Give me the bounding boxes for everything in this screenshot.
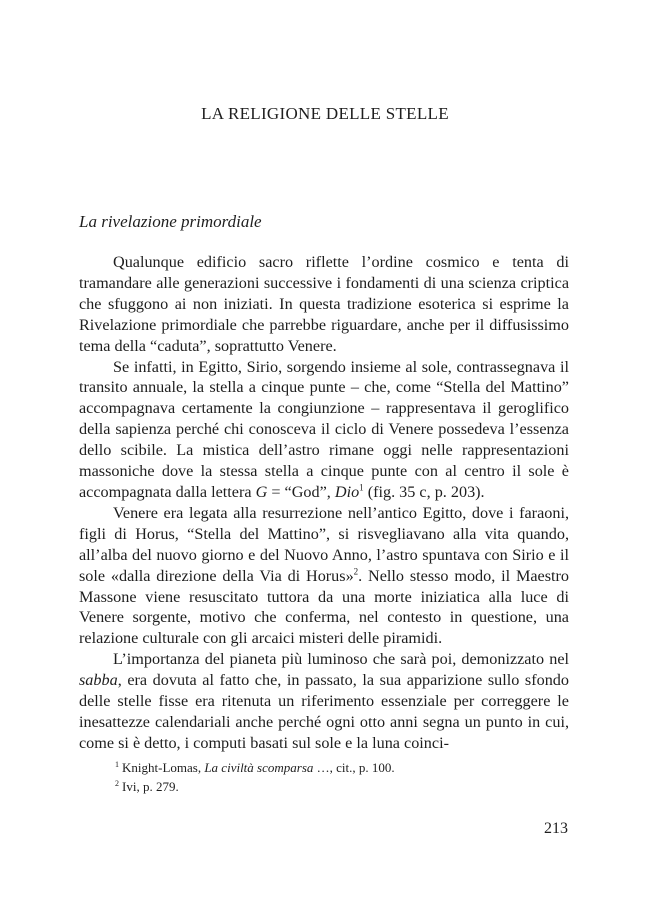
word-dio: Dio xyxy=(334,482,360,501)
footnote-1-number: 1 xyxy=(115,759,119,769)
footnote-1-title: La civiltà scomparsa xyxy=(204,760,314,775)
footnotes xyxy=(115,758,535,796)
chapter-title: LA RELIGIONE DELLE STELLE xyxy=(201,104,449,123)
footnote-1-author: Knight-Lomas, xyxy=(122,760,205,775)
body-text xyxy=(79,252,569,754)
word-sabba: sabba xyxy=(79,671,118,690)
footnote-2 xyxy=(115,777,535,796)
paragraph-3-text-a: Venere era legata alla resurrezione nell’antico Egitto, dove i faraoni, figli di Horus, “Stella del Mattino”, si risvegliavano alla vita quando, all’alba del nuovo giorno e del Nuovo Anno, l’astro spuntava con Sirio e il sole «dalla direzione della Via di Horus» xyxy=(79,503,569,585)
paragraph-2 xyxy=(79,357,569,503)
letter-g: G xyxy=(255,482,268,501)
paragraph-4-text-b: , era dovuta al fatto che, in passato, la sua apparizione sullo sfondo delle stelle fisse era ritenuta un riferimento essenziale per correggere le inesattezze calendariali anche perché ogni otto anni segna un punto in cui, come si è detto, i computi basati sul sole e la luna coinci- xyxy=(79,671,569,752)
footnote-1 xyxy=(115,758,535,777)
footnote-2-number: 2 xyxy=(115,778,119,788)
footnote-ref-2[interactable]: 2 xyxy=(353,566,359,577)
paragraph-2-text-b: = “God”, xyxy=(267,482,335,501)
paragraph-4-text-a: L’importanza del pianeta più luminoso che sarà poi, demonizzato nel xyxy=(113,650,569,669)
paragraph-1: Qualunque edificio sacro riflette l’ordine cosmico e tenta di tramandare alle generazioni successive i fondamenti di una scienza criptica che sfuggono ai non iniziati. In questa tradizione esoterica si esprime la Rivelazione primordiale che parrebbe riguardare, anche per il diffusissimo tema della “caduta”, soprattutto Venere. xyxy=(79,253,569,355)
paragraph-4 xyxy=(79,649,569,754)
section-title: La rivelazione primordiale xyxy=(79,212,262,231)
footnote-1-rest: …, cit., p. 100. xyxy=(313,760,395,775)
paragraph-2-text-a: Se infatti, in Egitto, Sirio, sorgendo insieme al sole, contrassegnava il transito annuale, la stella a cinque punte – che, come “Stella del Mattino” accompagnava certamente la congiunzione – rappresentava il geroglifico della sapienza perché chi conosceva il ciclo di Venere possedeva l’essenza dello scibile. La mistica dell’astro rimane oggi nelle rappresentazioni massoniche dove la stessa stella a cinque punte con al centro il sole è accompagnata dalla lettera xyxy=(79,357,569,501)
footnote-2-text: Ivi, p. 279. xyxy=(122,779,179,794)
paragraph-2-text-c: (fig. 35 c, p. 203). xyxy=(363,482,485,501)
paragraph-3-text-b: . Nello stesso modo, il Maestro Massone viene resuscitato tuttora da una morte iniziatica alla luce di Venere sorgente, motivo che conferma, nel contesto in questione, una relazione culturale con gli arcaici misteri delle piramidi. xyxy=(79,566,569,648)
paragraph-3 xyxy=(79,503,569,649)
page-number: 213 xyxy=(544,820,568,837)
footnote-ref-1[interactable]: 1 xyxy=(359,482,364,493)
